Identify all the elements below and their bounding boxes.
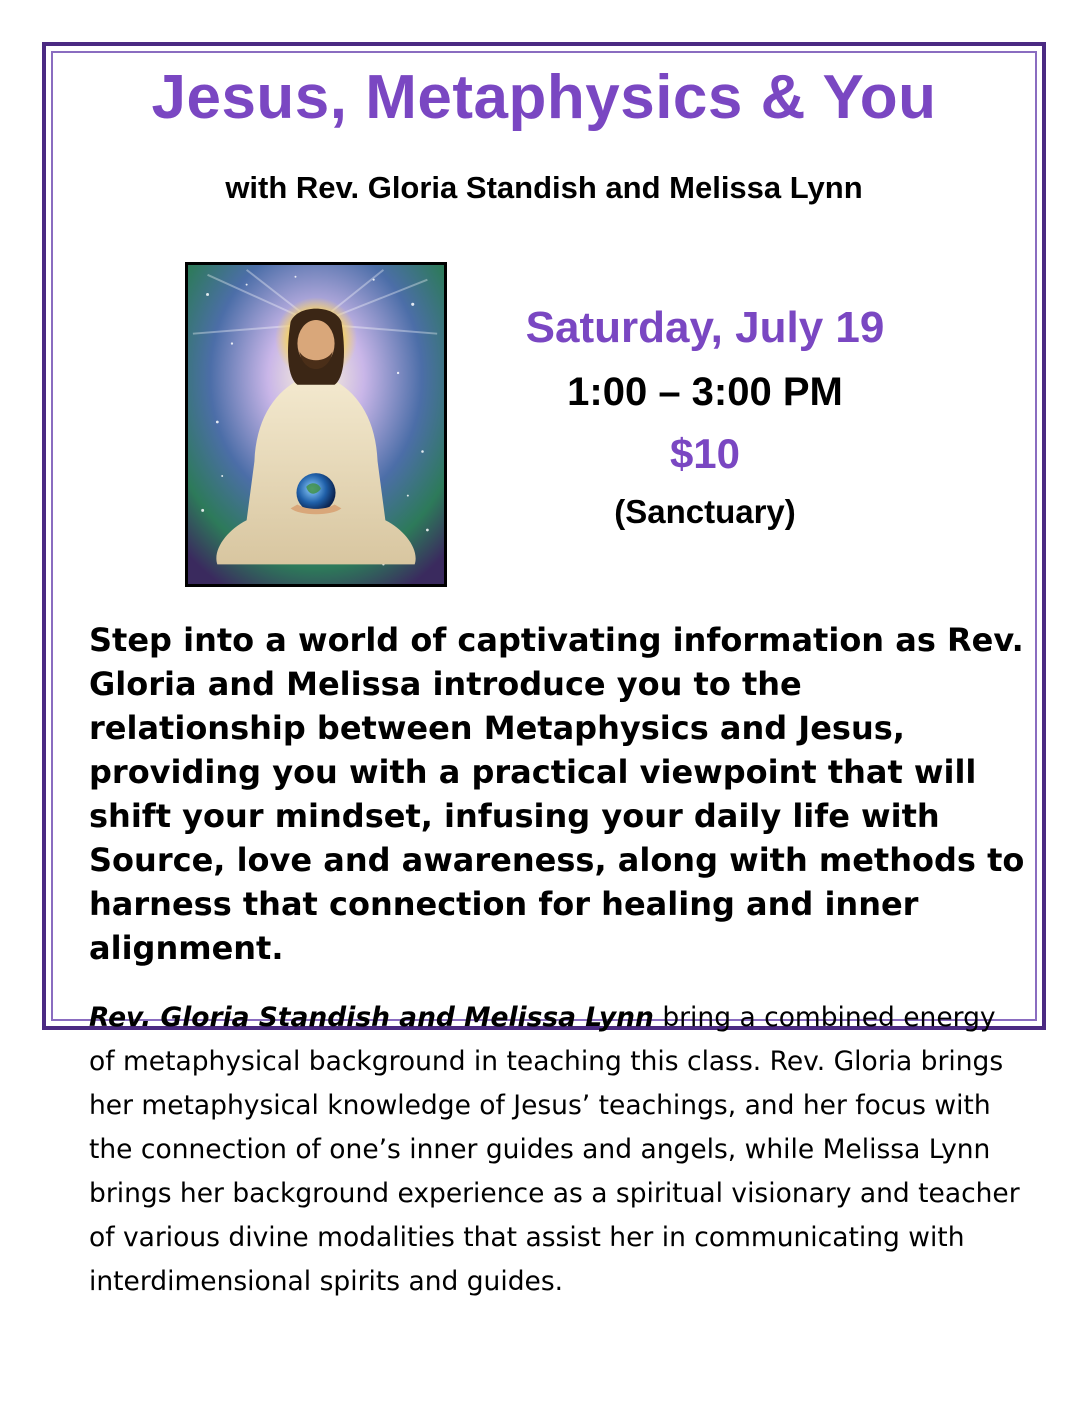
event-time: 1:00 – 3:00 PM [567, 370, 843, 414]
event-date: Saturday, July 19 [525, 303, 885, 352]
event-location: (Sanctuary) [614, 493, 796, 530]
page-title: Jesus, Metaphysics & You [151, 63, 937, 132]
bio-text: bring a combined energy of metaphysical background in teaching this class. Rev. Gloria brings her metaphysical knowledge of Jesus’ teachings, and her focus with the connection of one’s inner guides and angels, while Melissa Lynn brings her background experience as a spiritual visionary and teacher of various divine modalities that assist her in communicating with interdimensional spirits and guides. [89, 1002, 1020, 1297]
bio-names: Rev. Gloria Standish and Melissa Lynn [89, 1002, 654, 1033]
meditating-jesus-illustration [185, 262, 447, 587]
presenters-subtitle: with Rev. Gloria Standish and Melissa Lynn [225, 170, 863, 205]
event-description: Step into a world of captivating information as Rev. Gloria and Melissa introduce you to the relationship between Metaphysics and Jesus, providing you with a practical viewpoint that will shift your mindset, infusing your daily life with Source, love and awareness, along with methods to harness that connection for healing and inner alignment. [89, 621, 1025, 967]
presenters-bio [89, 996, 1024, 1304]
event-price: $10 [669, 430, 741, 477]
